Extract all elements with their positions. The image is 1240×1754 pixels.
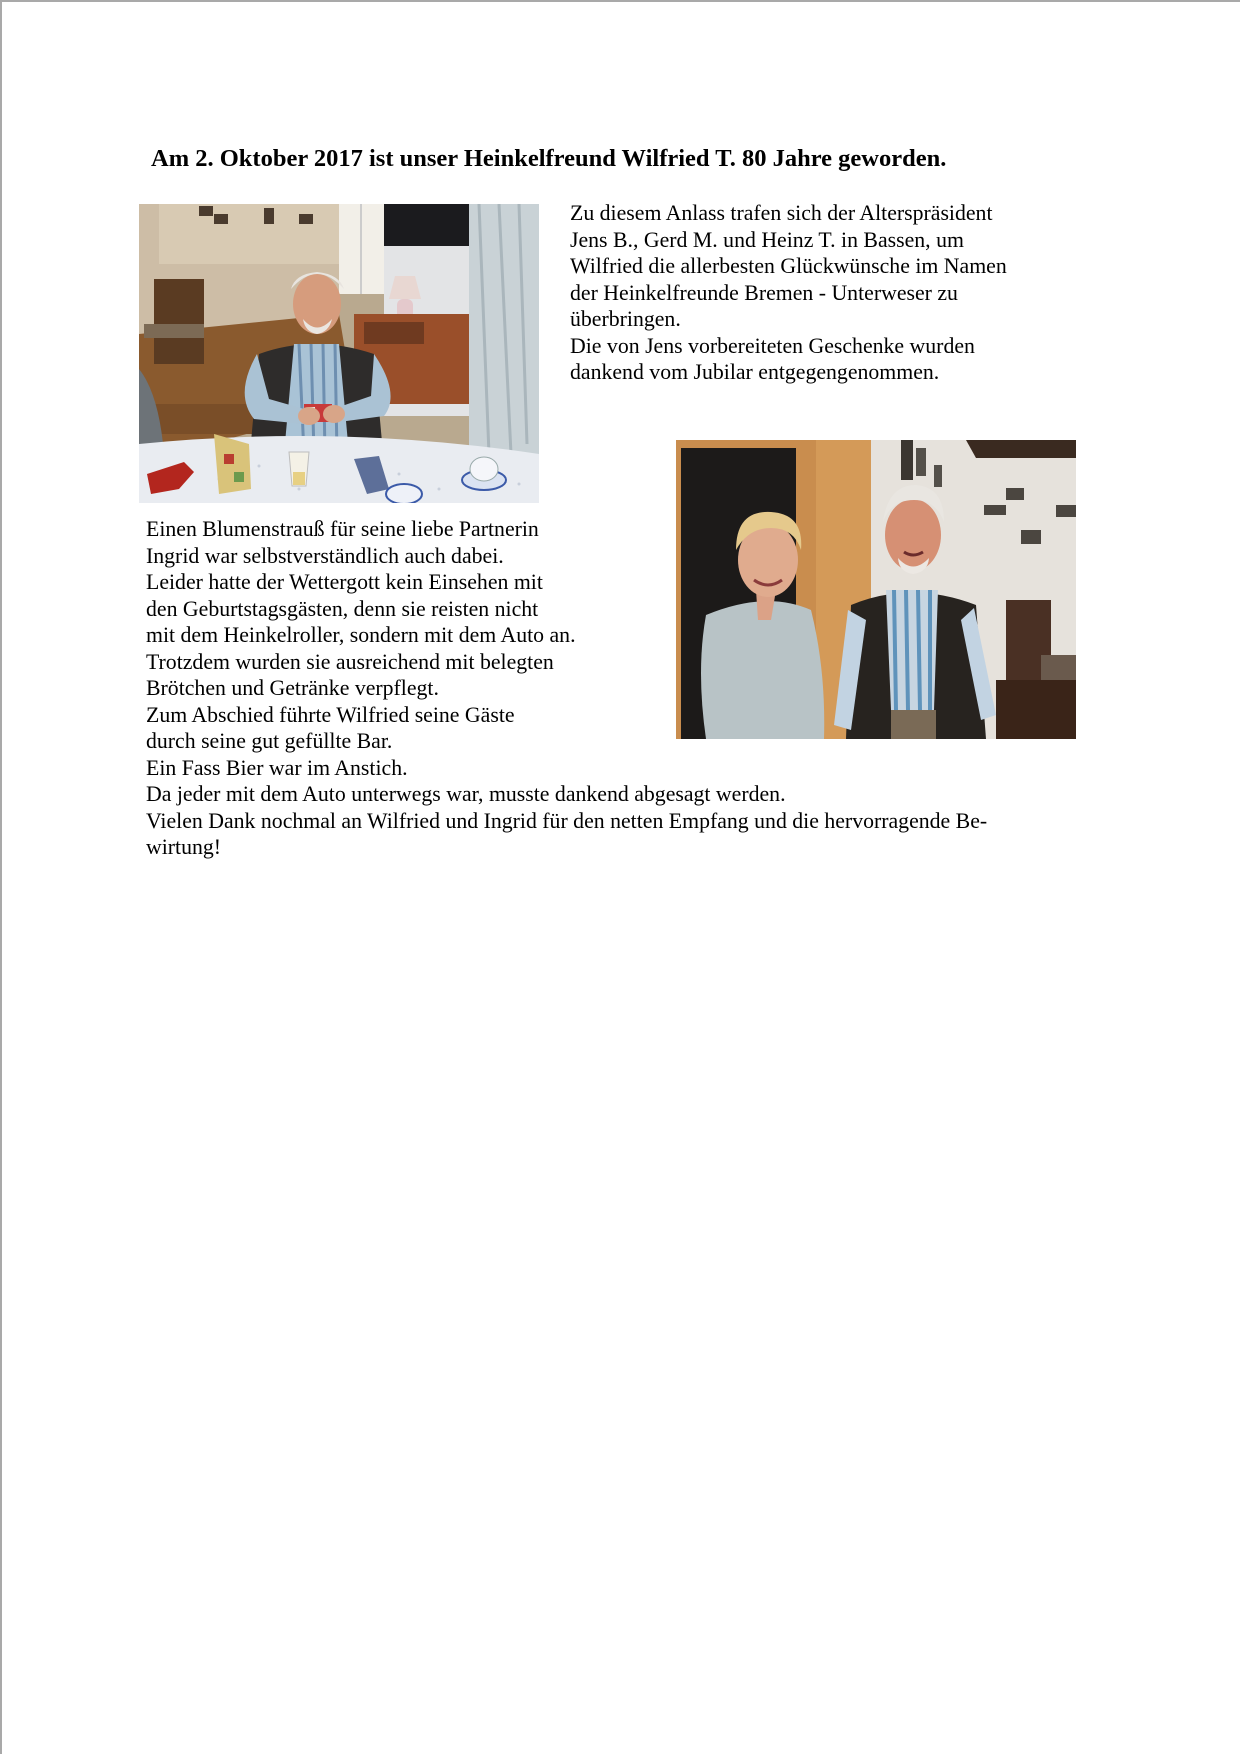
- story-paragraph: [146, 516, 987, 861]
- text-line: Jens B., Gerd M. und Heinz T. in Bassen, um: [570, 227, 964, 252]
- photo-birthday-table: [139, 204, 539, 503]
- text-line: Brötchen und Getränke verpflegt.: [146, 676, 439, 700]
- text-line: Zu diesem Anlass trafen sich der Alterspräsident: [570, 201, 993, 225]
- photo-birthday-table-image: [139, 204, 539, 503]
- page-title: Am 2. Oktober 2017 ist unser Heinkelfreund Wilfried T. 80 Jahre geworden.: [151, 145, 947, 172]
- text-line: überbringen.: [570, 307, 681, 331]
- text-line: Einen Blumenstrauß für seine liebe Partnerin: [146, 517, 539, 541]
- text-line: mit dem Heinkelroller, sondern mit dem Auto an.: [146, 623, 576, 647]
- text-line: Ein Fass Bier war im Anstich.: [146, 755, 408, 780]
- text-line: der Heinkelfreunde Bremen - Unterweser zu: [570, 280, 958, 305]
- text-line: den Geburtstagsgästen, denn sie reisten nicht: [146, 596, 539, 621]
- text-line: durch seine gut gefüllte Bar.: [146, 729, 393, 753]
- text-line: wirtung!: [146, 835, 222, 859]
- intro-paragraph: [570, 200, 1007, 386]
- text-line: Leider hatte der Wettergott kein Einsehen mit: [146, 570, 543, 594]
- text-line: Zum Abschied führte Wilfried seine Gäste: [146, 702, 515, 727]
- text-line: Wilfried die allerbesten Glückwünsche im Namen: [570, 254, 1007, 278]
- text-line: Die von Jens vorbereiteten Geschenke wurden: [570, 333, 975, 358]
- text-line: Vielen Dank nochmal an Wilfried und Ingrid für den netten Empfang und die hervorragende Be-: [146, 808, 988, 833]
- text-line: Da jeder mit dem Auto unterwegs war, musste dankend abgesagt werden.: [146, 782, 786, 806]
- text-line: Trotzdem wurden sie ausreichend mit belegten: [146, 649, 554, 674]
- text-line: dankend vom Jubilar entgegengenommen.: [570, 360, 940, 384]
- text-line: Ingrid war selbstverständlich auch dabei.: [146, 543, 504, 568]
